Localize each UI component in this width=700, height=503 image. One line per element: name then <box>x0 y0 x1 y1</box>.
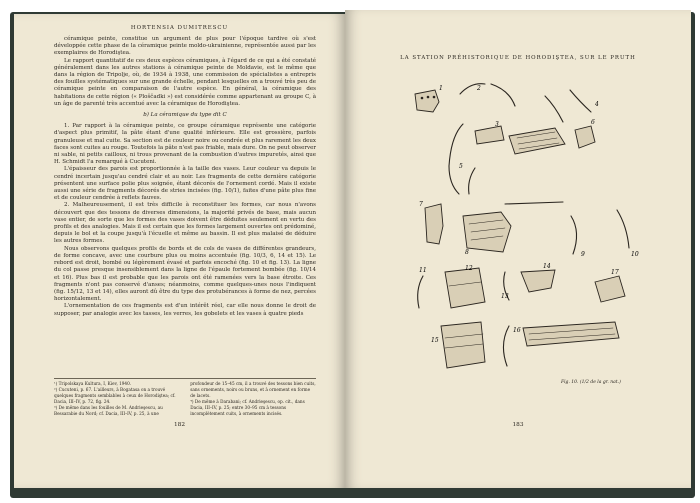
figure-number: 8 <box>465 249 469 256</box>
figure-number: 7 <box>419 201 423 208</box>
figure-number: 12 <box>465 265 473 272</box>
paragraph: Le rapport quantitatif de ces deux espèces céramiques, à l'égard de ce qui a été constaté généralement dans les autres stations à céramique peinte de Moldavie, est le même que dans la région de Tripolje, où, de 1934 à 1938, une commission de spécialistes a entrepris des fouilles systématiques sur une grande échelle, pendant lesquelles on a trouvé très peu de céramique peinte en comparaison de l'autre espèce. En général, la céramique des habitations de cette région (« Ploščadki ») est considérée comme appartenant au groupe C, à un âge de parenté très accentué avec la céramique de Horodiştea. <box>54 57 316 107</box>
paragraph: L'épaisseur des parois est proportionnée à la taille des vases. Leur couleur va depuis le cendré incertain jusqu'au cendré clair et au noir. Les fragments de cette dernière catégorie présentent une surface polie plus soignée, étant décorés de l'ornement cordé. Mais il existe aussi une série de fragments décorés de stries incisées (fig. 10/1), faites d'une pâte plus fine et de couleur cendrée à reflets fauves. <box>54 166 316 202</box>
footnote: ¹) Tripolskaya Kultura, I, Kiev, 1940. <box>54 381 132 386</box>
fragment-15 <box>441 322 485 368</box>
figure-number: 2 <box>477 85 481 92</box>
fragment-5 <box>509 128 565 154</box>
fragment-3 <box>491 84 515 106</box>
paragraph: 2. Malheureusement, il est très difficile à reconstituer les formes, car nous n'avons découvert que des tessons de diverses dimensions, la majorité privés de base, mais aucun vase entier, de sorte que les formes des vases doivent être déduites seulement en vertu des profils et des analogies. Mais il est certain que les formes largement ouvertes ont prédominé, depuis le bol et la coupe jusqu'à l'écuelle et même au bassin. Il est plus malaisé de déduire les autres formes. <box>54 202 316 245</box>
subheading: b) La céramique du type dit C <box>143 112 227 119</box>
fragment-17 <box>595 276 625 302</box>
fragment-3b <box>475 126 504 144</box>
left-body-text <box>54 36 316 318</box>
paragraph: L'ornementation de ces fragments est d'un intérêt réel, car elle nous donne le droit de supposer, par analogie avec les tasses, les verres, les gobelets et les vases à quatre pieds <box>54 303 316 317</box>
fragment-9 <box>571 216 577 254</box>
figure-number: 11 <box>419 267 427 274</box>
paragraph: Nous observons quelques profils de bords et de cols de vases de différentes grandeurs, de forme concave, avec une courbure plus ou moins accentuée (fig. 10/3, 6, 14 et 15). Le rebord est droit, bombé ou légèrement évasé et parfois encoché (fig. 10 et fig. 13). La ligne du col passe presque insensiblement dans la ligne de l'épaule fortement bombée (fig. 10/14 et 16). Plus bas il est probable que les parois ont été ramenées vers la base étroite. Ces fragments n'ont pas conservé d'anses; néanmoins, comme quelques-unes nous l'indiquent (fig. 15/12, 13 et 14), elles auront dû être du type des protubérances à forme de nez, percées horizontalement. <box>54 245 316 303</box>
fragment-11 <box>418 276 423 308</box>
figure-number: 4 <box>595 101 599 108</box>
fragment-16 <box>503 322 619 366</box>
figure-number: 9 <box>581 251 585 258</box>
fragment-8 <box>463 212 511 252</box>
fragment-10 <box>617 210 629 248</box>
fragment-4 <box>545 90 591 122</box>
fragment-6 <box>575 126 595 148</box>
figure-number: 6 <box>591 119 595 126</box>
fragment-rim <box>505 202 563 204</box>
fragment-5b <box>469 168 475 194</box>
footnote: ³) De même dans les fouilles de M. Andrieşescu, au Bessarabie du Nord; cf. Dacia, III–IV, p. 25, à une <box>54 405 163 416</box>
fragment-1 <box>415 90 439 112</box>
footnotes <box>54 378 316 417</box>
figure-number: 10 <box>631 251 639 258</box>
right-page <box>345 10 691 488</box>
fragment-2 <box>460 84 485 94</box>
fragment-7 <box>425 204 443 244</box>
figure-caption: Fig. 10. (1/2 de la gr. nat.) <box>561 380 621 385</box>
fragment-large-profile <box>449 124 463 194</box>
left-page-number: 182 <box>173 422 186 428</box>
right-page-number: 183 <box>512 422 524 428</box>
footnote: profondeur de 15–45 cm, il a trouvé des tessons bien cuits, sans ornements, noirs ou bruns, et à ornement en forme de lacets. <box>190 381 316 398</box>
figure-number: 17 <box>611 269 619 276</box>
pottery-fragments-plate <box>405 76 670 386</box>
footnotes-column-2 <box>190 381 316 417</box>
paragraph: 1. Par rapport à la céramique peinte, ce groupe céramique représente une catégorie d'aspect plus primitif, la pâte étant d'une qualité inférieure. Elle est grossière, parfois granuleuse et mal cuite. Sa section est de couleur noire ou cendrée et plus rarement les deux faces sont cuites au rouge. Toutefois la pâte n'est pas friable, mais dure. On ne peut observer ni sable, ni petits cailloux, ni trous provenant de la combustion d'autres impuretés, ainsi que H. Schmidt l'a remarqué à Cucuteni. <box>54 123 316 166</box>
footnote: ²) Cucuteni, p. 67. L'ailleurs, à Bogatasa on a trouvé quelques fragments semblables à ceux de Horodiştea; cf. Dacia, III–IV, p. 72, fig. 24. <box>54 387 176 404</box>
footnotes-column-1 <box>54 381 180 417</box>
figure-number: 3 <box>495 121 499 128</box>
right-running-head: LA STATION PRÉHISTORIQUE DE HORODIŞTEA, SUR LE PRUTH <box>400 55 636 61</box>
figure-number: 13 <box>501 293 509 300</box>
figure-number: 1 <box>439 85 443 92</box>
left-running-head: HORTENSIA DUMITRESCU <box>130 25 229 31</box>
figure-number: 14 <box>543 263 551 270</box>
figure-number: 5 <box>459 163 463 170</box>
fragment-12 <box>445 268 485 308</box>
figure-number: 15 <box>431 337 439 344</box>
paragraph: céramique peinte, constitue un argument de plus pour l'époque tardive où s'est développée cette phase de la céramique peinte moldo-ukrainienne, représentée aussi par les exemplaires de Horodiştea. <box>54 36 316 57</box>
left-page <box>14 14 345 488</box>
fragment-14 <box>521 270 555 292</box>
footnote: ⁴) De même à Darabani; cf. Andrieşescu, op. cit., dans Dacia, III–IV, p. 25; entre 30–95 cm à tessons incomplètement cuits, à ornements incisés. <box>190 399 305 416</box>
figure-number: 16 <box>513 327 521 334</box>
